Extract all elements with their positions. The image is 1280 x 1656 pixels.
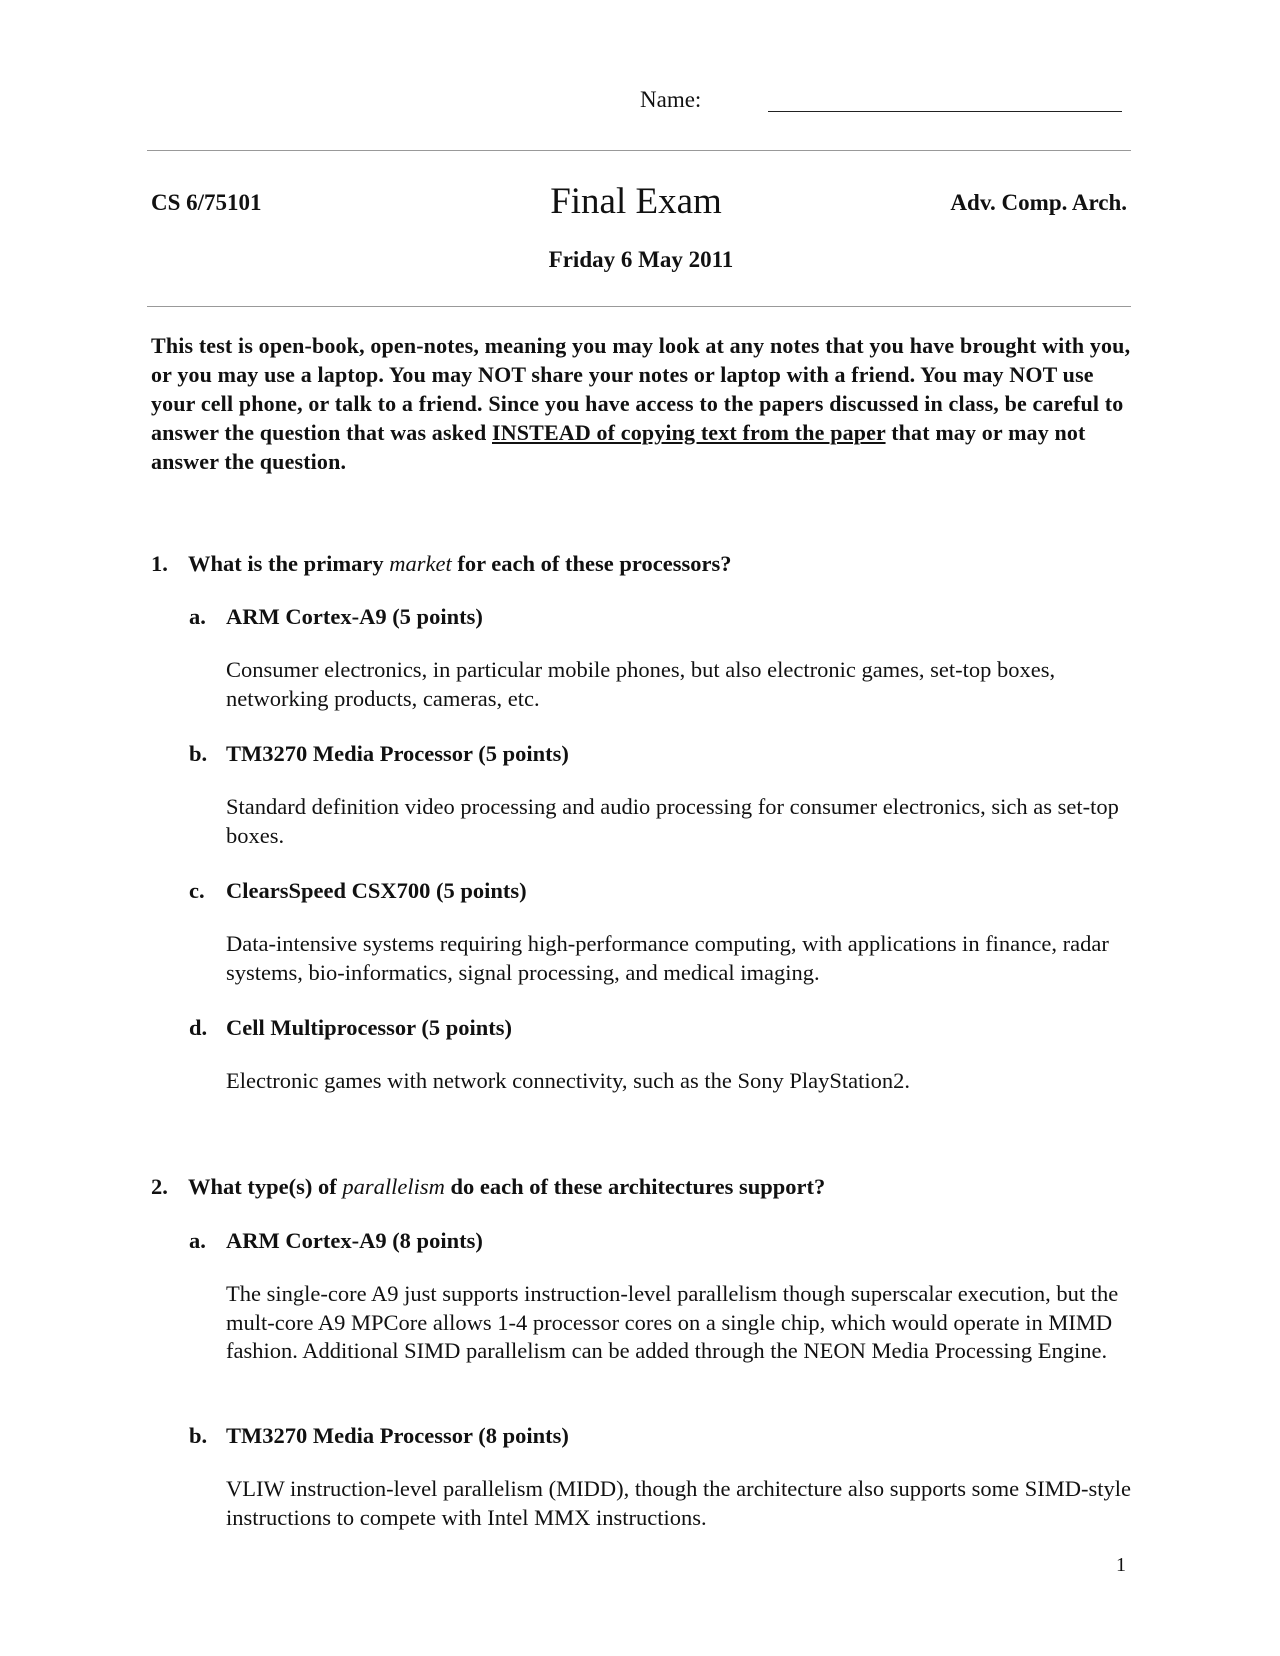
question-2b-label: b. TM3270 Media Processor (8 points) — [189, 1423, 569, 1448]
exam-instructions: This test is open-book, open-notes, meaning you may look at any notes that you have brought with you, or you may use a laptop. You may NOT share your notes or laptop with a friend. You may NOT use your cell phone, or talk to a friend. Since you have access to the papers discussed in class, be careful to answer the question that was asked INSTEAD of copying text from the paper that may or may not answer the question. — [151, 333, 1131, 474]
question-1b-label: b. TM3270 Media Processor (5 points) — [189, 741, 569, 766]
question-1c-answer: Data-intensive systems requiring high-performance computing, with applications in finance, radar systems, bio-informatics, signal processing, and medical imaging. — [226, 931, 1109, 985]
name-label: Name: — [640, 87, 702, 112]
exam-date: Friday 6 May 2011 — [548, 247, 734, 272]
page-title: Final Exam — [550, 181, 722, 222]
header-divider-top — [147, 150, 1131, 151]
question-2a-label: a. ARM Cortex-A9 (8 points) — [189, 1228, 483, 1253]
question-2-prompt: 2. What type(s) of parallelism do each of these architectures support? — [151, 1174, 826, 1199]
question-2b-answer: VLIW instruction-level parallelism (MIDD), though the architecture also supports some SIMD-style instructions to compete with Intel MMX instructions. — [226, 1476, 1131, 1530]
emphasis-underline: INSTEAD of copying text from the paper — [492, 420, 886, 445]
question-1c-label: c. ClearsSpeed CSX700 (5 points) — [189, 878, 527, 903]
course-name: Adv. Comp. Arch. — [950, 190, 1127, 215]
question-1d-answer: Electronic games with network connectivity, such as the Sony PlayStation2. — [226, 1068, 911, 1093]
page-number: 1 — [1116, 1554, 1126, 1576]
question-1d-label: d. Cell Multiprocessor (5 points) — [189, 1015, 513, 1040]
question-1a-label: a. ARM Cortex-A9 (5 points) — [189, 604, 483, 629]
name-blank-line — [768, 111, 1122, 112]
question-2a-answer: The single-core A9 just supports instruction-level parallelism though superscalar execution, but the mult-core A9 MPCore allows 1-4 processor cores on a single chip, which would operate in MIMD fashion. Additional SIMD parallelism can be added through the NEON Media Processing Engine. — [226, 1281, 1119, 1363]
header-divider-bottom — [147, 306, 1131, 307]
question-1-prompt: 1. What is the primary market for each of these processors? — [151, 551, 732, 576]
question-1b-answer: Standard definition video processing and audio processing for consumer electronics, sich as set-top boxes. — [226, 794, 1119, 848]
course-number: CS 6/75101 — [151, 190, 262, 215]
question-1a-answer: Consumer electronics, in particular mobile phones, but also electronic games, set-top boxes, networking products, cameras, etc. — [226, 657, 1056, 711]
